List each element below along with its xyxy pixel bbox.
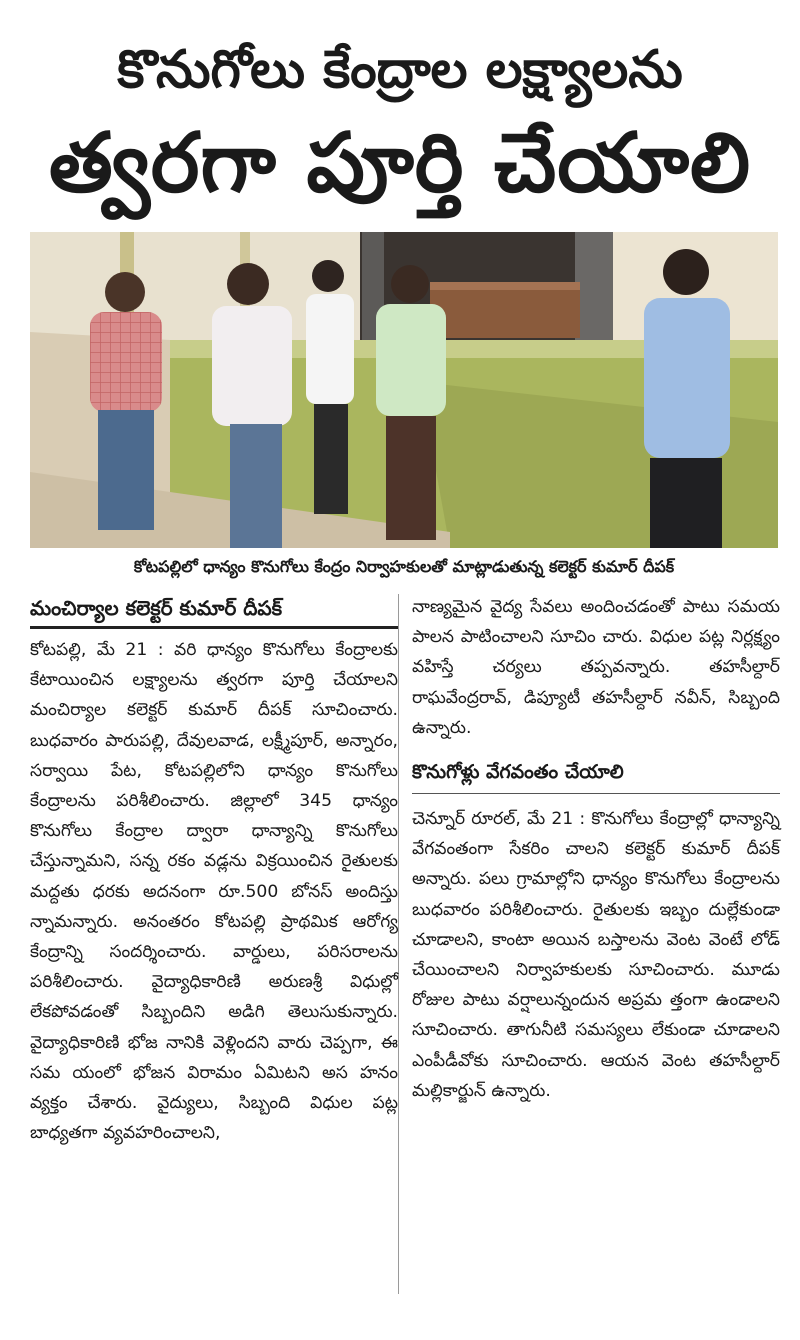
byline-rule — [30, 626, 398, 629]
article-column-right — [412, 592, 780, 1106]
body-paragraph-3: చెన్నూర్ రూరల్, మే 21 : కొనుగోలు కేంద్రాల్లో ధాన్యాన్ని వేగవంతంగా సేకరిం చాలని కలెక్టర్ కుమార్ దీపక్ అన్నారు. పలు గ్రామాల్లోని ధాన్యం కొనుగోలు కేంద్రాలను బుధవారం పరిశీలించారు. రైతులకు ఇబ్బం దుల్లేకుండా చూడాలని, కాంటా అయిన బస్తాలను వెంట వెంటే లోడ్ చేయించాలని నిర్వాహకులకు సూచించారు. మూడు రోజుల పాటు వర్షాలున్నందున అప్రమ త్తంగా ఉండాలని సూచించారు. తాగునీటి సమస్యలు లేకుండా చూడాలని ఎంపీడీవోకు సూచించారు. ఆయన వెంట తహసీల్దార్ మల్లికార్జున్ ఉన్నారు. — [412, 809, 780, 1101]
body-paragraph-1: కోటపల్లి, మే 21 : వరి ధాన్యం కొనుగోలు కేంద్రాలకు కేటాయించిన లక్ష్యాలను త్వరగా పూర్తి చేయాలని మంచిర్యాల కలెక్టర్ కుమార్ దీపక్ సూచించారు. బుధవారం పారుపల్లి, దేవులవాడ, లక్ష్మీపూర్, అన్నారం, సర్వాయి పేట, కోటపల్లిలోని ధాన్యం కొనుగోలు కేంద్రాలను పరిశీలించారు. జిల్లాలో 345 ధాన్యం కొనుగోలు కేంద్రాల ద్వారా ధాన్యాన్ని కొనుగోలు చేస్తున్నామని, సన్న రకం వడ్లను విక్రయించిన రైతులకు మద్దతు ధరకు అదనంగా రూ.500 బోనస్ అందిస్తు న్నామన్నారు. అనంతరం కోటపల్లి ప్రాథమిక ఆరోగ్య కేంద్రాన్ని సందర్శించారు. వార్డులు, పరిసరాలను పరిశీలించారు. వైద్యాధికారిణి అరుణశ్రీ విధుల్లో లేకపోవడంతో సిబ్బందిని అడిగి తెలుసుకున్నారు. వైద్యాధికారిణి భోజ నానికి వెళ్లిందని వారు చెప్పగా, ఈ సమ యంలో భోజన విరామం ఏమిటని అస హనం వ్యక్తం చేశారు. వైద్యులు, సిబ్బంది విధుల పట్ల బాధ్యతగా వ్యవహరించాలని, — [30, 640, 398, 1144]
headline-line-2: త్వరగా పూర్తి చేయాలి — [48, 116, 752, 211]
sub-headline: కొనుగోళ్లు వేగవంతం చేయాలి — [412, 761, 624, 784]
article-column-left — [30, 592, 398, 1148]
photo-illustration — [30, 232, 778, 548]
sub-headline-rule — [412, 793, 780, 794]
column-divider — [398, 594, 399, 1294]
body-paragraph-2: నాణ్యమైన వైద్య సేవలు అందించడంతో పాటు సమయ పాలన పాటించాలని సూచిం చారు. విధుల పట్ల నిర్లక్ష్యం వహిస్తే చర్యలు తప్పవన్నారు. తహసీల్దార్ రాఘవేంద్రరావ్, డిప్యూటీ తహసీల్దార్ నవీన్, సిబ్బంది ఉన్నారు. — [412, 597, 780, 738]
photo-caption: కోటపల్లిలో ధాన్యం కొనుగోలు కేంద్రం నిర్వాహకులతో మాట్లాడుతున్న కలెక్టర్ కుమార్ దీపక్ — [133, 557, 675, 576]
headline-line-1: కొనుగోలు కేంద్రాల లక్ష్యాలను — [117, 40, 683, 100]
news-photo — [30, 232, 778, 548]
byline: మంచిర్యాల కలెక్టర్ కుమార్ దీపక్ — [30, 596, 283, 620]
